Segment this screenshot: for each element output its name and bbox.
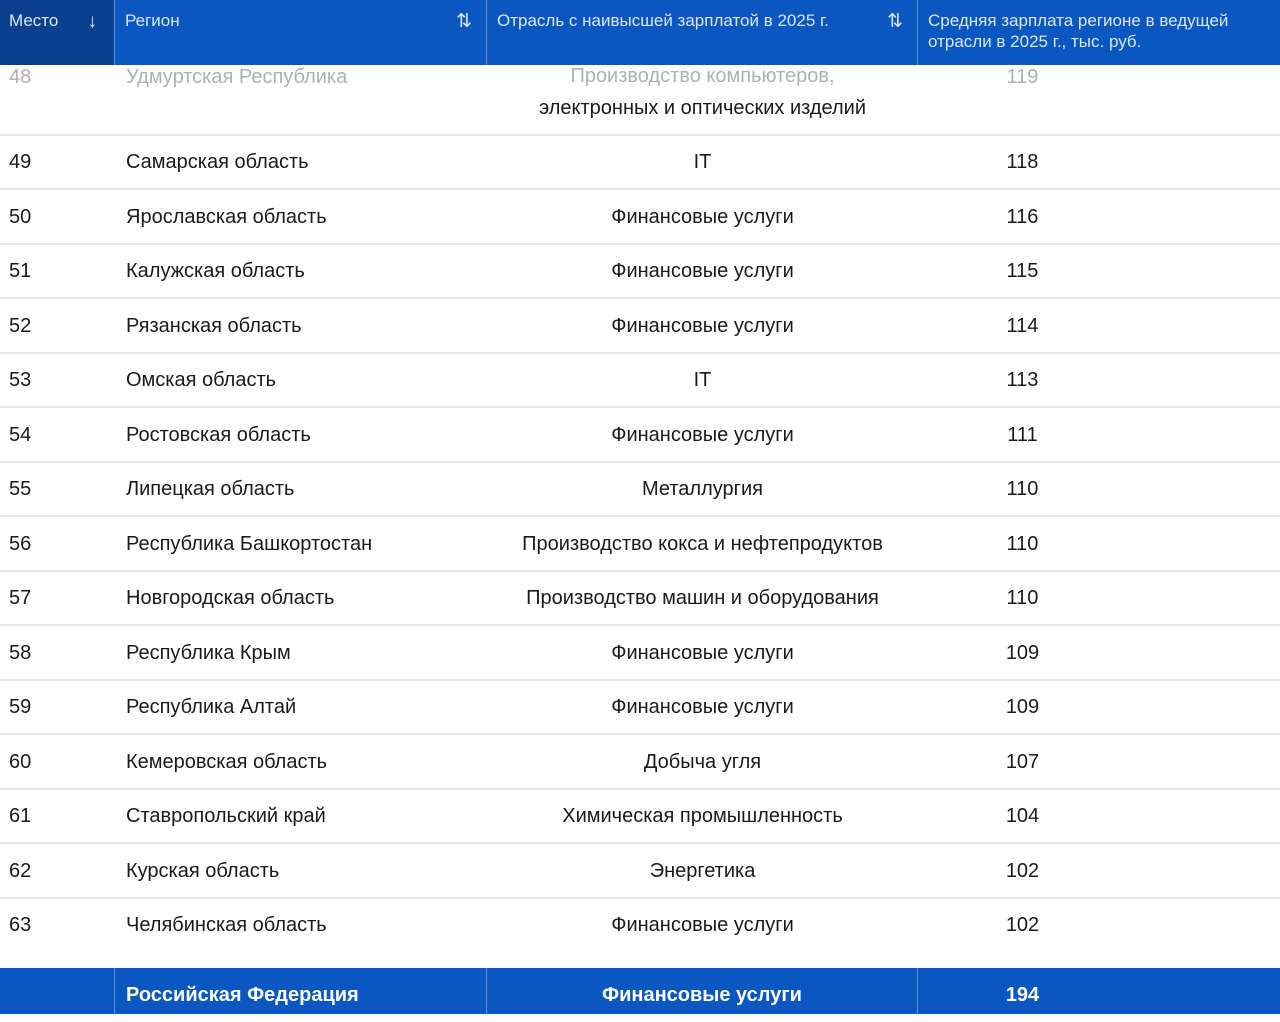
- cell-industry: Добыча угля: [643, 751, 762, 773]
- cell-place: 56: [9, 533, 32, 555]
- table-row: [0, 681, 1280, 735]
- cell-industry: Производство машин и оборудования: [526, 587, 879, 609]
- cell-industry: Финансовые услуги: [611, 696, 794, 718]
- cell-industry: Энергетика: [649, 860, 756, 882]
- cell-region: Омская область: [126, 369, 277, 391]
- cell-industry: Финансовые услуги: [611, 206, 794, 228]
- cell-industry: IT: [693, 369, 712, 391]
- header-place[interactable]: [0, 0, 115, 65]
- cell-region: Ростовская область: [126, 424, 311, 446]
- header-salary-label: Средняя зарплата регионе в ведущей отрасли в 2025 г., тыс. руб.: [928, 11, 1229, 51]
- header-industry[interactable]: [487, 0, 918, 65]
- table-row: [0, 845, 1280, 899]
- cell-industry-line2: электронных и оптических изделий: [538, 97, 867, 119]
- header-salary: [918, 0, 1280, 65]
- cell-place: 54: [9, 424, 32, 446]
- cell-salary: 116: [1006, 206, 1039, 228]
- table-header: [0, 0, 1280, 65]
- cell-salary: 107: [1005, 751, 1040, 773]
- header-industry-label: Отрасль с наивысшей зарплатой в 2025 г.: [497, 11, 829, 30]
- cell-place: 55: [9, 478, 32, 500]
- cell-industry: Финансовые услуги: [611, 315, 794, 337]
- cell-salary: 102: [1005, 860, 1040, 882]
- cell-salary: 115: [1006, 260, 1039, 282]
- sort-descending-icon[interactable]: ↓: [87, 11, 97, 32]
- cell-place: 62: [9, 860, 32, 882]
- cell-salary: 113: [1006, 369, 1039, 391]
- table-row: [0, 790, 1280, 844]
- cell-industry: Финансовые услуги: [611, 424, 794, 446]
- cell-place: 52: [9, 315, 32, 337]
- table-spacer: [0, 951, 1280, 968]
- cell-region: Ставропольский край: [126, 805, 326, 827]
- table-footer: [0, 968, 1280, 1014]
- cell-region: Республика Алтай: [126, 696, 297, 718]
- table-row: [0, 572, 1280, 626]
- cell-place: 58: [9, 642, 32, 664]
- footer-place: [0, 968, 115, 1014]
- table-row: [0, 736, 1280, 790]
- cell-place: 59: [9, 696, 32, 718]
- cell-salary: 114: [1006, 315, 1039, 337]
- footer-region: Российская Федерация: [115, 968, 487, 1014]
- sort-toggle-icon[interactable]: ⇅: [456, 11, 472, 32]
- table-row: [0, 463, 1280, 517]
- table-row: [0, 300, 1280, 354]
- table-row: [0, 191, 1280, 245]
- cell-industry: Финансовые услуги: [611, 642, 794, 664]
- cell-region: Республика Башкортостан: [126, 533, 373, 555]
- cell-region: Кемеровская область: [126, 751, 328, 773]
- cell-industry: Финансовые услуги: [611, 914, 794, 936]
- cell-region: Калужская область: [126, 260, 305, 282]
- cell-salary: 109: [1005, 696, 1040, 718]
- table-row: [0, 518, 1280, 572]
- cell-place: 53: [9, 369, 32, 391]
- cell-salary: 104: [1005, 805, 1040, 827]
- cell-region: Липецкая область: [126, 478, 295, 500]
- cell-place: 57: [9, 587, 32, 609]
- cell-region: Рязанская область: [126, 315, 302, 337]
- cell-salary: 110: [1006, 478, 1039, 500]
- cell-region: Курская область: [126, 860, 280, 882]
- cell-region: Самарская область: [126, 151, 309, 173]
- cell-industry: Производство кокса и нефтепродуктов: [522, 533, 883, 555]
- cell-industry: Финансовые услуги: [611, 260, 794, 282]
- table-row: [0, 245, 1280, 299]
- cell-industry: Металлургия: [642, 478, 763, 500]
- cell-region: Челябинская область: [126, 914, 327, 936]
- sort-toggle-icon[interactable]: ⇅: [887, 11, 903, 32]
- table-row: [0, 627, 1280, 681]
- footer-industry: Финансовые услуги: [487, 968, 918, 1014]
- cell-industry: [487, 60, 918, 134]
- cell-industry: IT: [693, 151, 712, 173]
- footer-salary: 194: [1005, 984, 1040, 1006]
- cell-industry-line1: Производство компьютеров,: [570, 65, 835, 87]
- cell-place: 48: [9, 66, 32, 88]
- cell-salary: 119: [1006, 66, 1039, 88]
- cell-industry: Химическая промышленность: [562, 805, 843, 827]
- header-region[interactable]: [115, 0, 487, 65]
- cell-place: 60: [9, 751, 32, 773]
- cell-place: 61: [9, 805, 32, 827]
- cell-salary: 110: [1006, 533, 1039, 555]
- cell-region: Новгородская область: [126, 587, 335, 609]
- cell-salary: 111: [1007, 424, 1038, 446]
- cell-place: 49: [9, 151, 32, 173]
- cell-salary: 102: [1005, 914, 1040, 936]
- cell-salary: 109: [1005, 642, 1040, 664]
- cell-place: 50: [9, 206, 32, 228]
- table-row: [0, 899, 1280, 953]
- cell-salary: 110: [1006, 587, 1039, 609]
- table-row: [0, 60, 1280, 136]
- cell-region: Удмуртская Республика: [126, 66, 348, 88]
- cell-region: Республика Крым: [126, 642, 291, 664]
- table-row: [0, 354, 1280, 408]
- cell-place: 51: [9, 260, 32, 282]
- cell-region: Ярославская область: [126, 206, 327, 228]
- cell-place: 63: [9, 914, 32, 936]
- table-row: [0, 409, 1280, 463]
- header-region-label: Регион: [125, 11, 180, 30]
- table-row: [0, 136, 1280, 190]
- header-place-label: Место: [9, 11, 59, 30]
- cell-salary: 118: [1006, 151, 1039, 173]
